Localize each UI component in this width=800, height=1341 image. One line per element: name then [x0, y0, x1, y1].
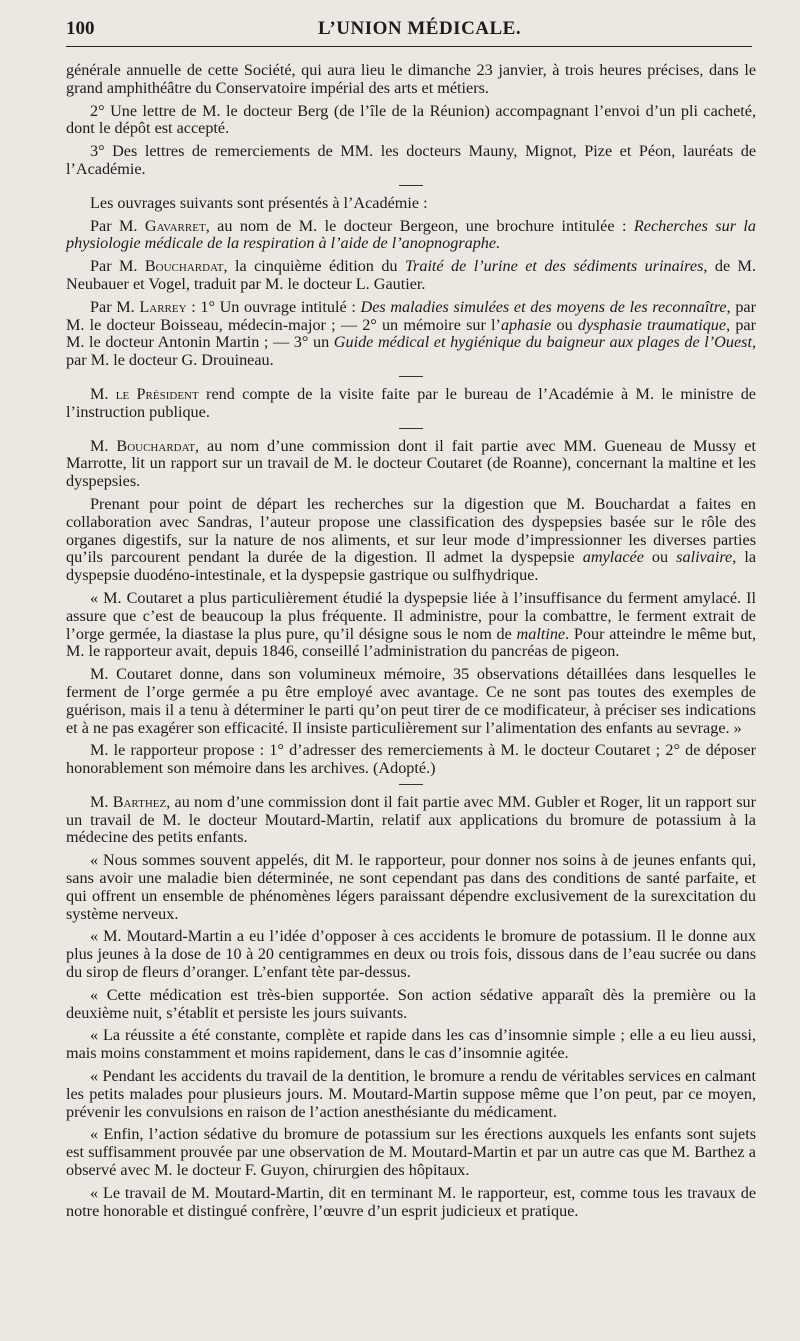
paragraph: Les ouvrages suivants sont présentés à l’Académie : [90, 193, 428, 212]
paragraph: 3° Des lettres de remerciements de MM. les docteurs Mauny, Mignot, Pize et Péon, lauréats de l’Académie. [66, 142, 756, 178]
page-number: 100 [66, 18, 95, 39]
paragraph: Par M. Bouchardat, la cinquième édition du Traité de l’urine et des sédiments urinaires, de M. Neubauer et Vogel, traduit par M. le docteur L. Gautier. [66, 257, 756, 293]
section-separator [399, 428, 423, 429]
paragraph: « Cette médication est très-bien supportée. Son action sédative apparaît dès la première ou la deuxième nuit, s’établit et persiste les jours suivants. [66, 985, 756, 1022]
running-title: L’UNION MÉDICALE. [318, 18, 522, 39]
paragraph: 2° Une lettre de M. le docteur Berg (de l’île de la Réunion) accompagnant l’envoi d’un pli cacheté, dont le dépôt est accepté. [66, 101, 756, 138]
paragraph: M. Bouchardat, au nom d’une commission dont il fait partie avec MM. Gueneau de Mussy et Marrotte, lit un rapport sur un travail de M. le docteur Coutaret (de Roanne), concernant la maltine et les dyspepsies. [66, 436, 756, 491]
page-header [66, 14, 756, 44]
paragraph: « M. Moutard-Martin a eu l’idée d’opposer à ces accidents le bromure de potassium. Il le donne aux plus jeunes à la dose de 10 à 20 centigrammes en deux ou trois fois, dissous dans de l’eau sucrée ou dans du sirop de fleurs d’oranger. L’enfant tète par-dessus. [66, 927, 756, 982]
header-rule [66, 46, 752, 47]
paragraph: M. Coutaret donne, dans son volumineux mémoire, 35 observations détaillées dans lesquelles le ferment de l’orge germée a pu être employé avec avantage. Ce ne sont pas toutes des exemples de guérison, mais il a tenu à déterminer le parti qu’on peut tirer de ce modificateur, à préciser ses indications et à ne pas exagérer son efficacité. Il insiste particulièrement sur l’alimentation des enfants au sevrage. » [66, 665, 756, 737]
section-separator [399, 185, 423, 186]
article-body [66, 62, 756, 1225]
paragraph: Prenant pour point de départ les recherches sur la digestion que M. Bouchardat a faites en collaboration avec Sandras, l’auteur propose une classification des dyspepsies basée sur le rôle des organes digestifs, sur la nature de nos aliments, et sur leur mode d’impressionner les diverses parties qu’ils parcourent pendant la durée de la digestion. Il admet la dyspepsie amylacée ou salivaire, la dyspepsie duodéno-intestinale, et la dyspepsie gastrique ou sulfhydrique. [66, 494, 757, 585]
section-separator [399, 784, 423, 785]
paragraph: « M. Coutaret a plus particulièrement étudié la dyspepsie liée à l’insuffisance du ferment amylacé. Il assure que c’est de beaucoup la plus fréquente. Il administre, pour la combattre, le ferment extrait de l’orge germée, la diastase la plus pure, qu’il désigne sous le nom de maltine. Pour atteindre le même but, M. le rapporteur avait, depuis 1846, conseillé l’administration du pancréas de pigeon. [66, 588, 757, 661]
paragraph: « La réussite a été constante, complète et rapide dans les cas d’insomnie simple ; elle a eu lieu aussi, mais moins constamment et moins rapidement, dans le cas d’insomnie agitée. [66, 1026, 756, 1063]
paragraph: « Enfin, l’action sédative du bromure de potassium sur les érections auxquels les enfants sont sujets est suffisamment prouvée par une observation de M. Moutard-Martin et par un autre cas que M. Barthez a observé avec M. le docteur F. Guyon, chirurgien des hôpitaux. [66, 1125, 756, 1180]
paragraph: Par M. Gavarret, au nom de M. le docteur Bergeon, une brochure intitulée : Recherches sur la physiologie médicale de la respiration à l’aide de l’anopnographe. [66, 216, 757, 253]
section-separator [399, 376, 423, 377]
paragraph: générale annuelle de cette Société, qui aura lieu le dimanche 23 janvier, à trois heures précises, dans le grand amphithéâtre du Conservatoire impérial des arts et métiers. [66, 61, 756, 97]
paragraph: Par M. Larrey : 1° Un ouvrage intitulé : Des maladies simulées et des moyens de les reconnaître, par M. le docteur Boisseau, médecin-major ; — 2° un mémoire sur l’aphasie ou dysphasie traumatique, par M. le docteur Antonin Martin ; — 3° un Guide médical et hygiénique du baigneur aux plages de l’Ouest, par M. le docteur G. Drouineau. [66, 297, 757, 370]
paragraph: « Nous sommes souvent appelés, dit M. le rapporteur, pour donner nos soins à de jeunes enfants qui, sans avoir une maladie bien déterminée, ne sont cependant pas dans des conditions de santé parfaite, et qui offrent un ensemble de phénomènes légers paraissant dépendre exclusivement de la surexcitation du système nerveux. [66, 851, 756, 923]
paragraph: M. Barthez, au nom d’une commission dont il fait partie avec MM. Gubler et Roger, lit un rapport sur un travail de M. le docteur Moutard-Martin, relatif aux applications du bromure de potassium à la médecine des petits enfants. [66, 792, 756, 847]
paragraph: « Le travail de M. Moutard-Martin, dit en terminant M. le rapporteur, est, comme tous les travaux de notre honorable et distingué confrère, l’œuvre d’un esprit judicieux et pratique. [66, 1183, 756, 1220]
paragraph: M. le rapporteur propose : 1° d’adresser des remerciements à M. le docteur Coutaret ; 2° de déposer honorablement son mémoire dans les archives. (Adopté.) [66, 741, 756, 778]
paragraph: M. le Président rend compte de la visite faite par le bureau de l’Académie à M. le ministre de l’instruction publique. [66, 384, 756, 421]
paragraph: « Pendant les accidents du travail de la dentition, le bromure a rendu de véritables services en calmant les petits malades pour plusieurs jours. M. Moutard-Martin suppose même que l’on peut, par ce moyen, prévenir les convulsions en raison de l’action anesthésiante du médicament. [66, 1067, 756, 1121]
